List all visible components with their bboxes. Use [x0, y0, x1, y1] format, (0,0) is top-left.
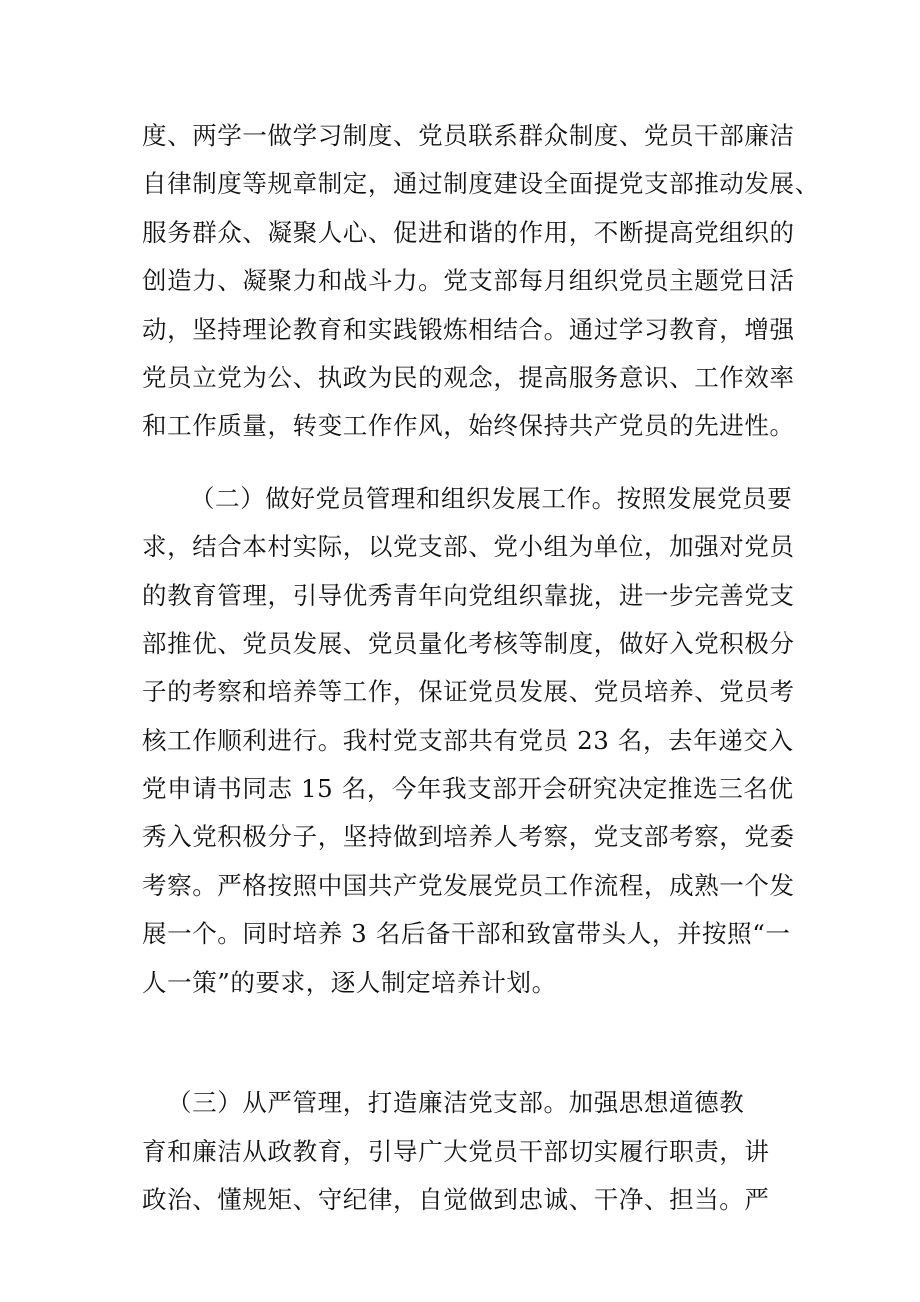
- text-line: 和工作质量，转变工作作风，始终保持共产党员的先进性。: [142, 411, 795, 441]
- paragraph-spacer: [142, 1055, 782, 1079]
- text-line: 展一个。同时培养 3 名后备干部和致富带头人，并按照“一: [142, 919, 791, 949]
- text-line: （二）做好党员管理和组织发展工作。按照发展党员要: [190, 483, 793, 513]
- paragraph-3: [142, 1079, 782, 1224]
- text-line: 子的考察和培养等工作，保证党员发展、党员培养、党员考: [142, 677, 795, 707]
- text-line: （三）从严管理，打造廉洁党支部。加强思想道德教: [167, 1088, 745, 1118]
- paragraph-spacer: [142, 451, 782, 475]
- paragraph-2: [142, 475, 795, 1056]
- text-line: 自律制度等规章制定，通过制度建设全面提党支部推动发展、: [142, 169, 820, 199]
- text-line: 创造力、凝聚力和战斗力。党支部每月组织党员主题党日活: [142, 266, 795, 296]
- document-body: [142, 112, 820, 1225]
- text-line: 的教育管理，引导优秀青年向党组织靠拢，进一步完善党支: [142, 580, 795, 610]
- text-line: 党员立党为公、执政为民的观念，提高服务意识、工作效率: [142, 362, 795, 392]
- text-line: 育和廉洁从政教育，引导广大党员干部切实履行职责，讲: [142, 1136, 770, 1166]
- paragraph-1: [142, 112, 820, 451]
- text-line: 考察。严格按照中国共产党发展党员工作流程，成熟一个发: [142, 870, 795, 900]
- text-line: 求，结合本村实际，以党支部、党小组为单位，加强对党员: [142, 532, 795, 562]
- text-line: 度、两学一做学习制度、党员联系群众制度、党员干部廉洁: [142, 121, 795, 150]
- text-line: 部推优、党员发展、党员量化考核等制度，做好入党积极分: [142, 628, 795, 658]
- text-line: 秀入党积极分子，坚持做到培养人考察，党支部考察，党委: [142, 822, 795, 852]
- text-line: 核工作顺利进行。我村党支部共有党员 23 名，去年递交入: [142, 725, 794, 755]
- text-line: 动，坚持理论教育和实践锻炼相结合。通过学习教育，增强: [142, 314, 795, 344]
- text-line: 政治、懂规矩、守纪律，自觉做到忠诚、干净、担当。严: [142, 1185, 770, 1215]
- text-line: 人一策”的要求，逐人制定培养计划。: [142, 967, 557, 997]
- text-line: 服务群众、凝聚人心、促进和谐的作用，不断提高党组织的: [142, 217, 795, 247]
- text-line: [142, 1007, 782, 1055]
- text-line: 党申请书同志 15 名，今年我支部开会研究决定推选三名优: [142, 774, 794, 804]
